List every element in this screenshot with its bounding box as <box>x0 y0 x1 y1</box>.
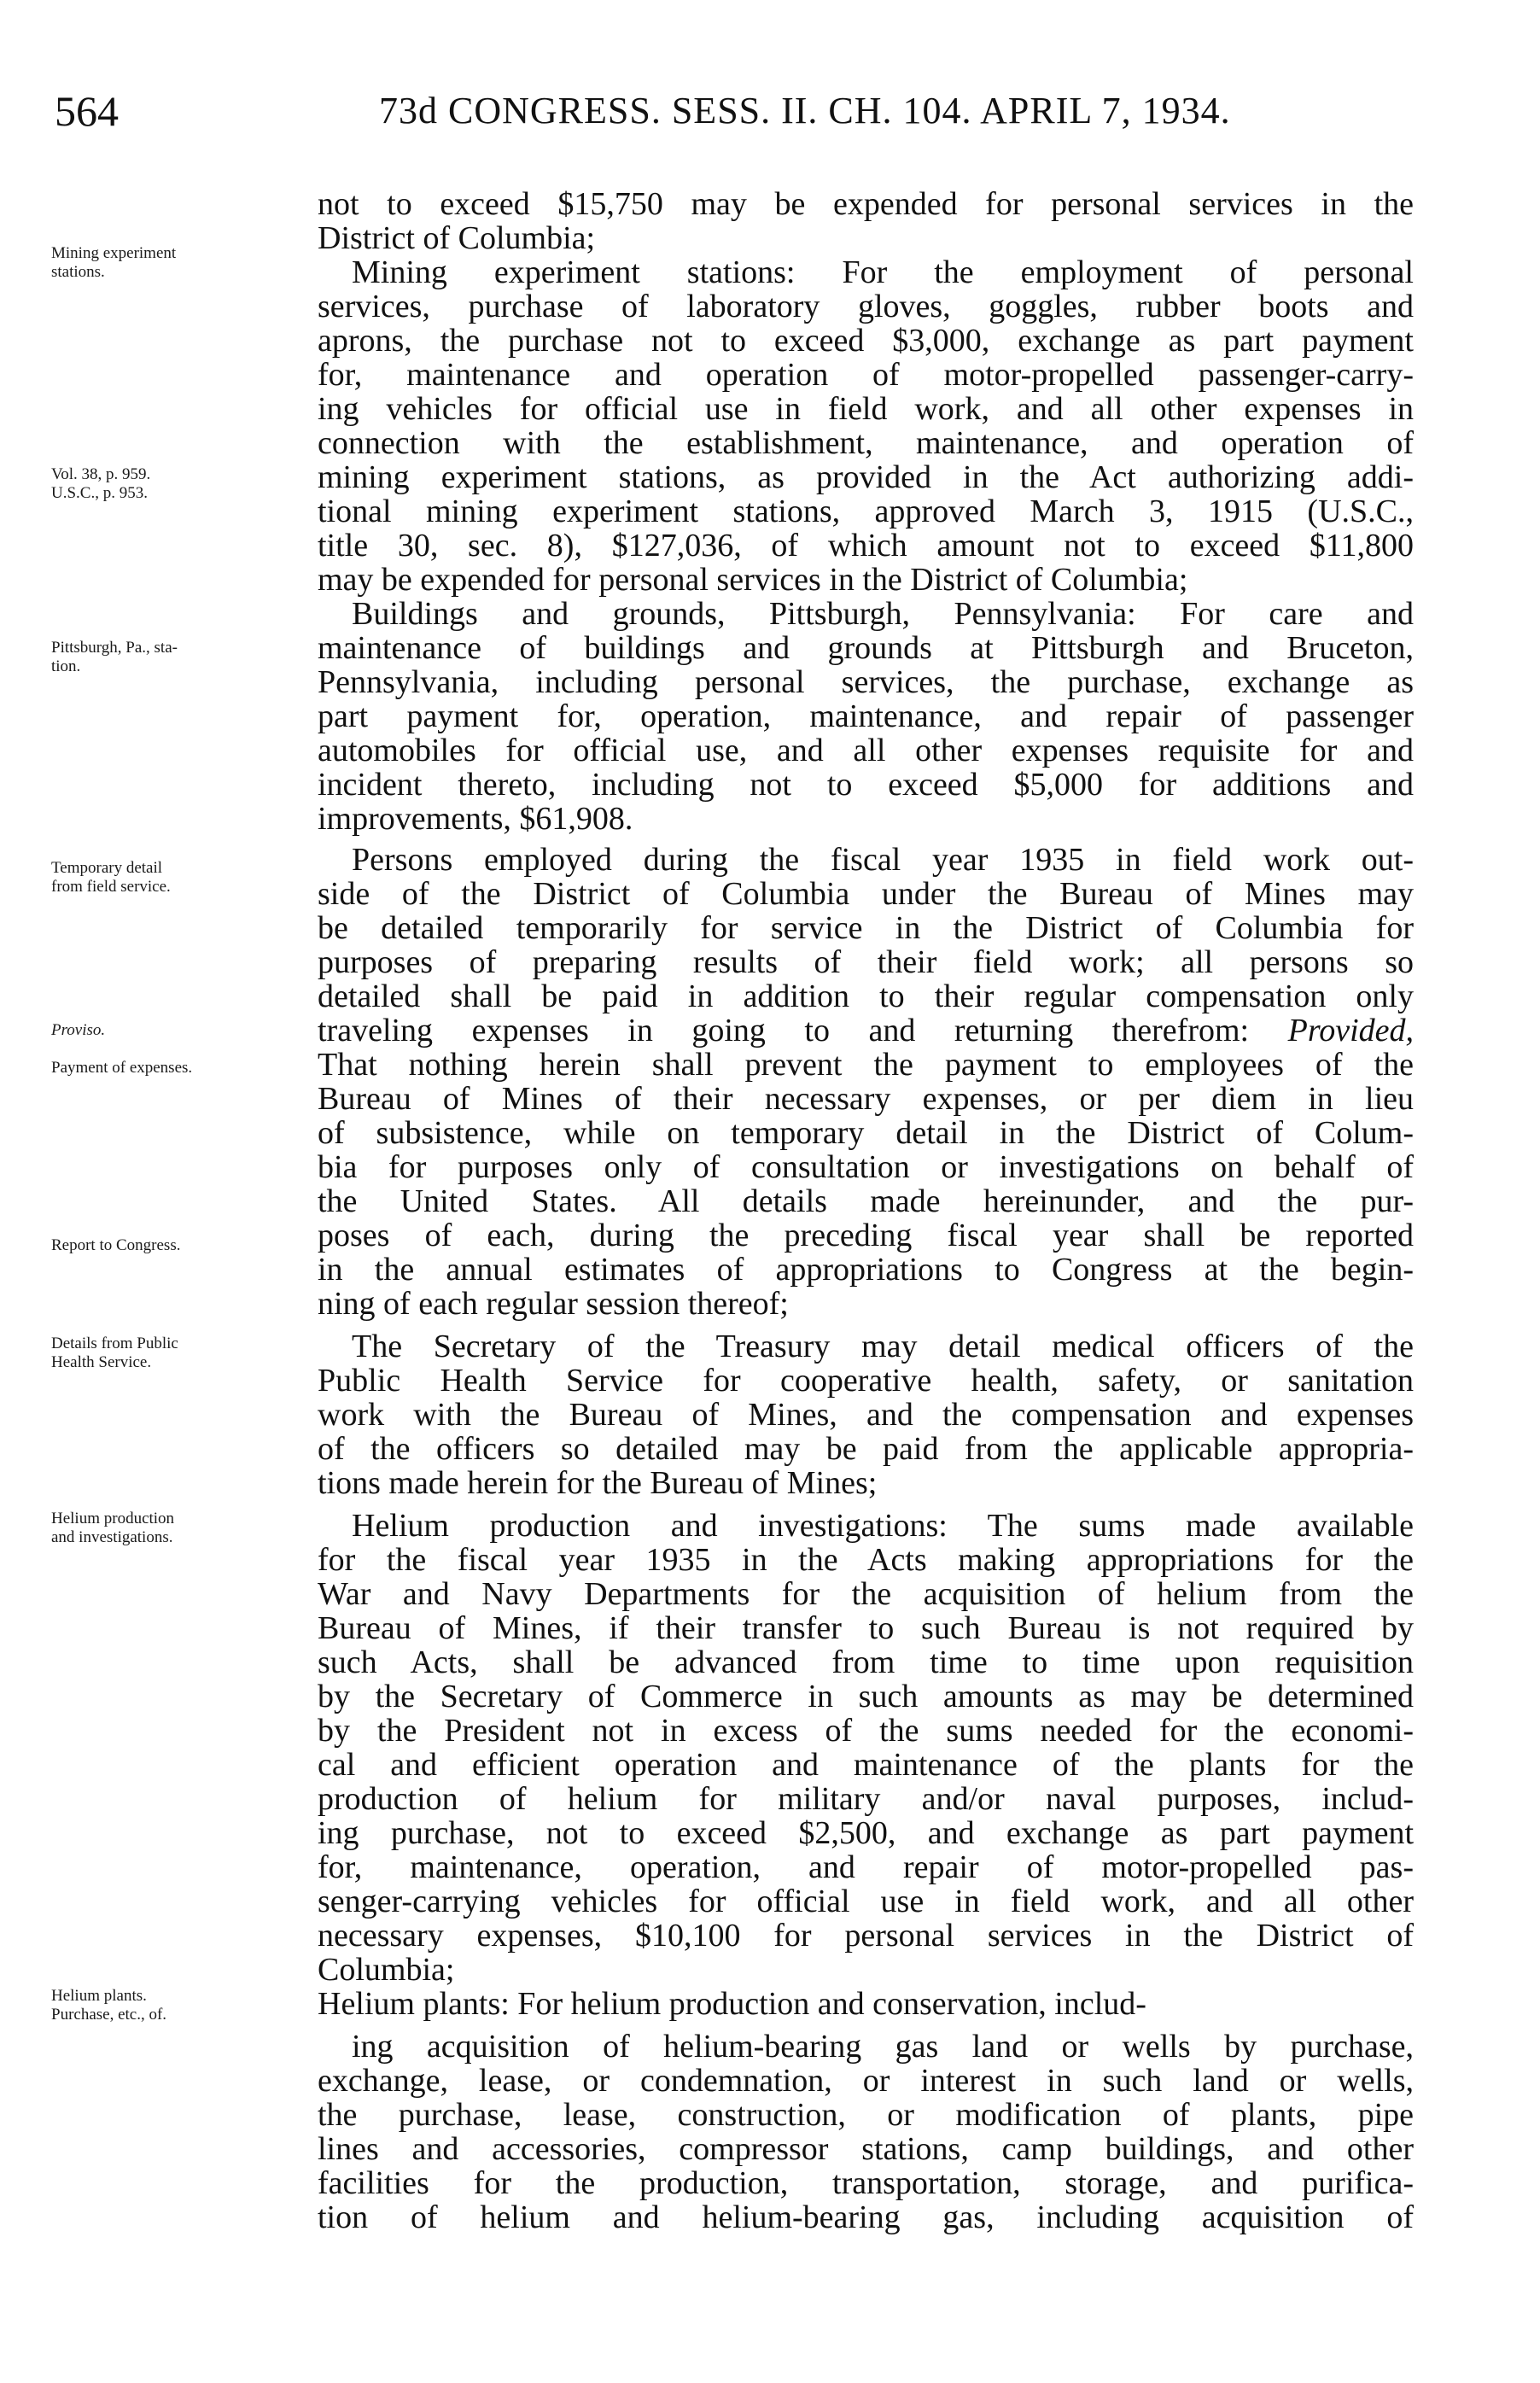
text-line: improvements, $61,908. <box>318 801 633 837</box>
text-line: side of the District of Columbia under the Bureau of Mines may <box>318 876 1414 912</box>
text-line: automobiles for official use, and all other expenses requisite for and <box>318 733 1414 768</box>
margin-note-proviso <box>51 1002 324 1078</box>
text-line: for, maintenance, operation, and repair of motor-propelled pas- <box>318 1849 1414 1885</box>
text-line: maintenance of buildings and grounds at Pittsburgh and Bruceton, <box>318 630 1414 666</box>
text-line: Helium production and investigations: The sums made available <box>352 1508 1414 1544</box>
text-line: be detailed temporarily for service in the District of Columbia for <box>318 910 1414 946</box>
text-line: incident thereto, including not to exceed $5,000 for additions and <box>318 767 1414 803</box>
text-line: by the Secretary of Commerce in such amounts as may be determined <box>318 1679 1414 1714</box>
text-line: connection with the establishment, maintenance, and operation of <box>318 425 1414 461</box>
text-line: ning of each regular session thereof; <box>318 1286 789 1322</box>
text-line: tion of helium and helium-bearing gas, including acquisition of <box>318 2199 1414 2235</box>
text-line: Bureau of Mines of their necessary expenses, or per diem in lieu <box>318 1081 1414 1117</box>
text-line: for the fiscal year 1935 in the Acts making appropriations for the <box>318 1542 1414 1578</box>
text-line: Public Health Service for cooperative health, safety, or sanitation <box>318 1363 1414 1399</box>
text-line <box>318 2234 1414 2269</box>
text-line: not to exceed $15,750 may be expended for personal services in the <box>318 186 1414 222</box>
text-line: District of Columbia; <box>318 220 596 256</box>
text-line: ing acquisition of helium-bearing gas land or wells by purchase, <box>352 2029 1414 2065</box>
margin-note-public-health: Details from Public Health Service. <box>51 1335 178 1371</box>
text-line: purposes of preparing results of their field work; all persons so <box>318 944 1414 980</box>
text-line: Persons employed during the fiscal year 1935 in field work out- <box>352 842 1414 878</box>
text-line: of the officers so detailed may be paid from the applicable appropria- <box>318 1431 1414 1467</box>
proviso-word: Provided, <box>1287 1013 1414 1048</box>
text-line: of subsistence, while on temporary detail in the District of Colum- <box>318 1115 1414 1151</box>
text-line: War and Navy Departments for the acquisition of helium from the <box>318 1576 1414 1612</box>
text-line: services, purchase of laboratory gloves, goggles, rubber boots and <box>318 289 1414 324</box>
text-line: part payment for, operation, maintenance, and repair of passenger <box>318 698 1414 734</box>
text-line: by the President not in excess of the sums needed for the economi- <box>318 1713 1414 1749</box>
text-line: such Acts, shall be advanced from time to time upon requisition <box>318 1644 1414 1680</box>
text-line: the United States. All details made hereinunder, and the pur- <box>318 1183 1414 1219</box>
text-line: Helium plants: For helium production and conservation, includ- <box>318 1986 1146 2022</box>
running-head: 73d CONGRESS. SESS. II. CH. 104. APRIL 7, 1934. <box>379 90 1231 131</box>
margin-note-pittsburgh-station: Pittsburgh, Pa., sta- tion. <box>51 639 178 675</box>
text-line: That nothing herein shall prevent the payment to employees of the <box>318 1047 1414 1083</box>
text-line: Mining experiment stations: For the employment of personal <box>352 254 1414 290</box>
text-line: poses of each, during the preceding fiscal year shall be reported <box>318 1218 1414 1253</box>
text-line: aprons, the purchase not to exceed $3,000, exchange as part payment <box>318 323 1414 359</box>
margin-note-report-to-congress: Report to Congress. <box>51 1236 181 1254</box>
margin-note-statute-citation: Vol. 38, p. 959. U.S.C., p. 953. <box>51 465 151 502</box>
text-line-proviso-lead: traveling expenses in going to and returning therefrom: <box>318 1013 1250 1048</box>
margin-note-payment-expenses: Payment of expenses. <box>51 1059 193 1077</box>
page-number: 564 <box>55 87 119 135</box>
margin-note-helium-plants: Helium plants. Purchase, etc., of. <box>51 1987 167 2024</box>
text-line: senger-carrying vehicles for official use in field work, and all other <box>318 1884 1414 1919</box>
text-line: Buildings and grounds, Pittsburgh, Pennsylvania: For care and <box>352 596 1414 632</box>
text-line: may be expended for personal services in the District of Columbia; <box>318 562 1188 598</box>
margin-notes <box>26 0 316 2383</box>
margin-note-proviso-label: Proviso. <box>51 1021 106 1039</box>
text-line: tions made herein for the Bureau of Mines; <box>318 1465 878 1501</box>
text-line: for, maintenance and operation of motor-propelled passenger-carry- <box>318 357 1414 393</box>
text-line: Columbia; <box>318 1952 455 1988</box>
text-line: in the annual estimates of appropriations to Congress at the begin- <box>318 1252 1414 1288</box>
text-line: mining experiment stations, as provided in the Act authorizing addi- <box>318 459 1414 495</box>
margin-note-mining-stations: Mining experiment stations. <box>51 244 177 281</box>
text-line: facilities for the production, transportation, storage, and purifica- <box>318 2165 1414 2201</box>
text-line: work with the Bureau of Mines, and the compensation and expenses <box>318 1397 1414 1433</box>
text-line: ing vehicles for official use in field work, and all other expenses in <box>318 391 1414 427</box>
text-line: lines and accessories, compressor stations, camp buildings, and other <box>318 2131 1414 2167</box>
text-line-proviso <box>318 1013 1414 1048</box>
margin-note-helium-production: Helium production and investigations. <box>51 1510 175 1546</box>
text-line: Bureau of Mines, if their transfer to such Bureau is not required by <box>318 1610 1414 1646</box>
text-line: exchange, lease, or condemnation, or interest in such land or wells, <box>318 2063 1414 2099</box>
text-line: necessary expenses, $10,100 for personal services in the District of <box>318 1918 1414 1954</box>
text-line: the purchase, lease, construction, or modification of plants, pipe <box>318 2097 1414 2133</box>
text-line: cal and efficient operation and maintenance of the plants for the <box>318 1747 1414 1783</box>
text-line: bia for purposes only of consultation or investigations on behalf of <box>318 1149 1414 1185</box>
text-line: title 30, sec. 8), $127,036, of which amount not to exceed $11,800 <box>318 528 1414 564</box>
text-line: production of helium for military and/or naval purposes, includ- <box>318 1781 1414 1817</box>
text-line: Pennsylvania, including personal services, the purchase, exchange as <box>318 664 1414 700</box>
margin-note-temporary-detail: Temporary detail from field service. <box>51 859 171 896</box>
text-line: ing purchase, not to exceed $2,500, and exchange as part payment <box>318 1815 1414 1851</box>
text-line: The Secretary of the Treasury may detail medical officers of the <box>352 1329 1414 1364</box>
text-line: tional mining experiment stations, approved March 3, 1915 (U.S.C., <box>318 494 1414 529</box>
text-line: detailed shall be paid in addition to their regular compensation only <box>318 978 1414 1014</box>
